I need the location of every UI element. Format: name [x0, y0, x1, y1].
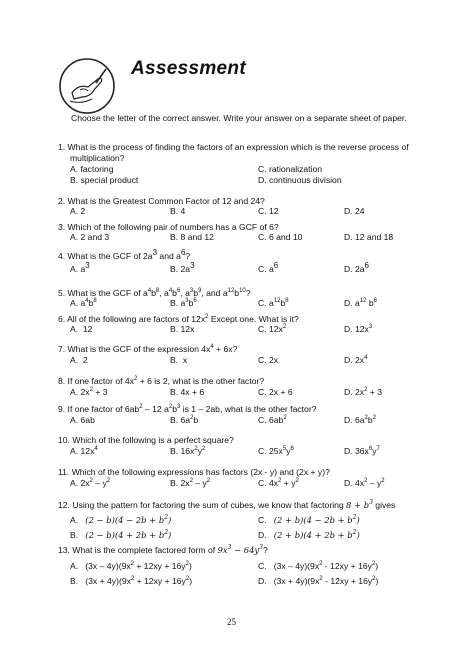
option-7c: C. 2x	[258, 355, 279, 365]
option-10b: B. $16x^2y^2$	[170, 446, 206, 456]
option-13b: B. $(3x + 4y)(9x^2 + 12xy + 16y^2)$	[70, 576, 193, 586]
option-2d: D. 24	[344, 206, 365, 216]
question-4-stem	[58, 248, 191, 261]
option-3b: B. 8 and 12	[170, 232, 214, 242]
question-4-text: 4. What is the GCF of $2a^3$ and $a^6$?	[58, 248, 191, 261]
option-10c: C. $25x^5y^6$	[258, 446, 294, 456]
option-11b: B. $2x^2 - y^2$	[170, 478, 211, 488]
option-3c: C. 6 and 10	[258, 232, 303, 242]
question-12-stem: 12. Using the pattern for factoring the sum of cubes, we know that factoring $8 + b^3$ gives	[58, 499, 396, 510]
option-12d: D. $(2 + b)(4 + 2b + b^2)$	[258, 529, 360, 540]
question-9-stem: 9. If one factor of $6ab^2 - 12$ $a^2b^3$ is 1 – 2ab, what is the other factor?	[58, 404, 317, 414]
question-7-stem: 7. What is the GCF of the expression $4x^4 + 6x$?	[58, 344, 238, 354]
option-8b: B. 4x + 6	[170, 387, 205, 397]
option-10a: A. $12x^4$	[70, 446, 98, 456]
question-10-stem: 10. Which of the following is a perfect square?	[58, 435, 234, 445]
option-3d: D. 12 and 18	[344, 232, 394, 242]
option-2b: B. 4	[170, 206, 186, 216]
writing-hand-icon	[58, 57, 116, 115]
option-12b: B. $(2 - b)(4 + 2b + b^2)$	[70, 529, 172, 540]
option-13d: D. $(3x + 4y)(9x^2 - 12xy + 16y^2)$	[258, 576, 379, 586]
option-7b: B. x	[170, 355, 188, 365]
option-5b: B. $a^3b^6$	[170, 298, 197, 308]
question-2-stem: 2. What is the Greatest Common Factor of 12 and 24?	[58, 196, 265, 206]
option-7d: D. $2x^4$	[344, 355, 368, 365]
option-8d: D. $2x^2 + 3$	[344, 387, 382, 397]
page-number: 25	[227, 617, 236, 627]
option-3a: A. 2 and 3	[70, 232, 110, 242]
option-6d: D. $12x^3$	[344, 324, 373, 334]
option-4a: A. $a^3$	[70, 261, 90, 274]
option-9a: A. 6ab	[70, 415, 95, 425]
page-title: Assessment	[131, 58, 246, 79]
option-1b: B. special product	[70, 175, 139, 185]
question-8-stem: 8. If one factor of $4x^2 + 6$ is 2, what is the other factor?	[58, 376, 265, 386]
option-1c: C. rationalization	[258, 164, 323, 174]
instructions: Choose the letter of the correct answer. Write your answer on a separate sheet of paper.	[71, 113, 407, 123]
option-5d: D. $a^{12}$ $b^6$	[344, 298, 377, 308]
question-3-stem: 3. Which of the following pair of numbers has a GCF of 6?	[58, 222, 279, 232]
option-1a: A. factoring	[70, 164, 114, 174]
option-11c: C. $4x^2 + y^2$	[258, 478, 299, 488]
option-11d: D. $4x^2 - y^2$	[344, 478, 385, 488]
option-1d: D. continuous division	[258, 175, 342, 185]
option-4c: C. $a^6$	[258, 261, 279, 274]
option-6c: C. $12x^2$	[258, 324, 287, 334]
option-9d: D. $6a^2b^2$	[344, 415, 377, 425]
option-6a: A. 12	[70, 324, 93, 334]
option-4b: B. $2a^3$	[170, 261, 195, 274]
option-7a: A. 2	[70, 355, 88, 365]
question-5-stem: 5. What is the GCF of $a^4b^8$, $a^4b^6$, $a^3b^9$, and $a^{12}b^{10}$?	[58, 288, 251, 298]
option-12c: C. $(2 + b)(4 - 2b + b^2)$	[258, 514, 360, 525]
option-5c: C. $a^{12}b^8$	[258, 298, 289, 308]
option-8c: C. 2x + 6	[258, 387, 293, 397]
option-11a: A. $2x^2 - y^2$	[70, 478, 111, 488]
option-2a: A. 2	[70, 206, 86, 216]
question-13-stem: 13. What is the complete factored form of $9x^3 - 64y^3$?	[58, 544, 268, 555]
option-9b: B. $6a^2b$	[170, 415, 199, 425]
option-5a: A. $a^4b^8$	[70, 298, 97, 308]
option-9c: C. $6ab^2$	[258, 415, 287, 425]
option-13a: A. $(3x - 4y)(9x^2 + 12xy + 16y^2)$	[70, 561, 192, 571]
option-12a: A. $(2 - b)(4 - 2b + b^2)$	[70, 514, 172, 525]
option-10d: D. $36x^6y^7$	[344, 446, 380, 456]
option-13c: C. $(3x - 4y)(9x^2 - 12xy + 16y^2)$	[258, 561, 379, 571]
question-6-stem: 6. All of the following are factors of $12x^2$ Except one. What is it?	[58, 314, 299, 324]
question-11-stem: 11. Which of the following expressions has factors (2x - y) and (2x + y)?	[58, 467, 330, 477]
question-1-stem: 1. What is the process of finding the factors of an expression which is the reverse process of multiplication?	[58, 142, 409, 163]
question-1	[58, 142, 418, 164]
option-8a: A. $2x^2 + 3$	[70, 387, 108, 397]
option-2c: C. 12	[258, 206, 279, 216]
option-6b: B. 12x	[170, 324, 195, 334]
option-4d: D. $2a^6$	[344, 261, 369, 274]
